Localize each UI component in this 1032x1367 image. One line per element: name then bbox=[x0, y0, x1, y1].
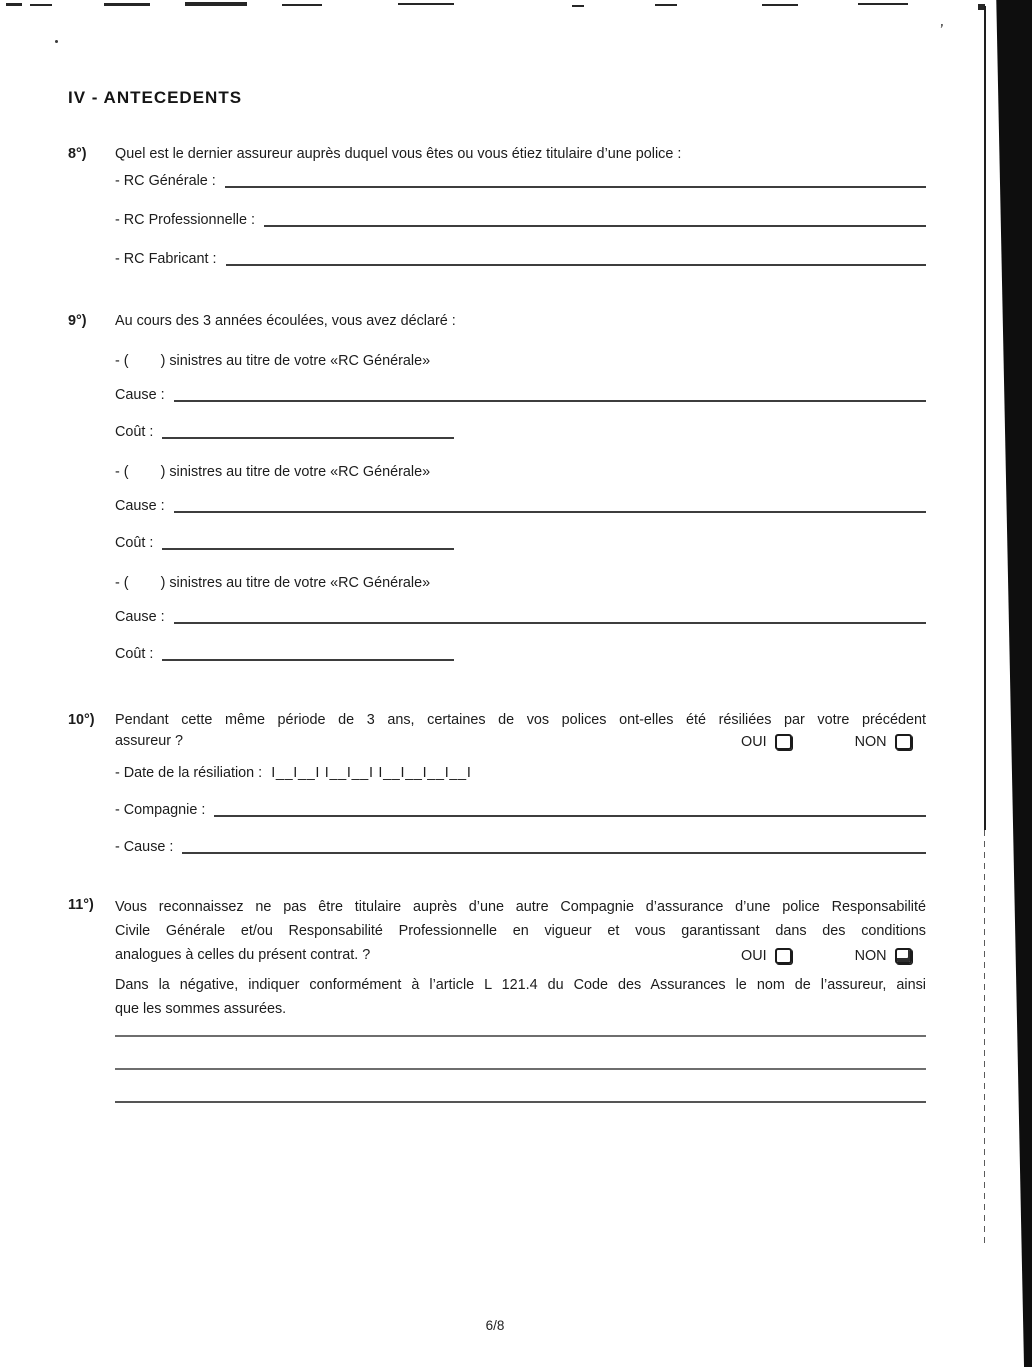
non-option bbox=[855, 732, 912, 753]
date-resiliation-label: - Date de la résiliation : bbox=[115, 765, 263, 781]
question-11-text-line-2: Civile Générale et/ou Responsabilité Professionnelle en vigueur et vous garantissant dans des conditions bbox=[115, 923, 926, 939]
scan-artifact-dash bbox=[6, 3, 22, 6]
rc-fabricant-input-line[interactable] bbox=[226, 264, 926, 266]
form-content bbox=[68, 88, 926, 1103]
scan-artifact-dash bbox=[858, 3, 908, 5]
rc-generale-input-line[interactable] bbox=[225, 186, 926, 188]
rc-generale-label: - RC Générale : bbox=[115, 173, 216, 189]
rc-professionnelle-label: - RC Professionnelle : bbox=[115, 212, 255, 228]
question-11-text-line-1: Vous reconnaissez ne pas être titulaire auprès d’une autre Compagnie d’assurance d’une police Responsabilité bbox=[115, 899, 926, 915]
q10-non-checkbox[interactable] bbox=[895, 734, 912, 750]
oui-option bbox=[741, 944, 792, 968]
claim-2-sinistres-line[interactable]: - ( ) sinistres au titre de votre «RC Générale» bbox=[115, 464, 431, 480]
cout-label: Coût : bbox=[115, 535, 154, 551]
claim-2-cause-input-line[interactable] bbox=[174, 511, 926, 513]
section-title: IV - ANTECEDENTS bbox=[68, 88, 243, 107]
page-number: 6/8 bbox=[485, 1318, 505, 1333]
non-label: NON bbox=[854, 734, 887, 750]
answer-area bbox=[115, 1021, 926, 1103]
question-8 bbox=[68, 144, 926, 269]
scan-artifact-dash bbox=[398, 3, 454, 5]
question-11-text-line-3 bbox=[115, 943, 926, 967]
question-10-text-line-2 bbox=[115, 731, 926, 752]
note-line-2: que les sommes assurées. bbox=[115, 1001, 287, 1017]
claim-1-cost bbox=[115, 405, 926, 442]
date-resiliation-boxes[interactable]: I__I__I I__I__I I__I__I__I__I bbox=[271, 765, 472, 781]
question-8-number: 8°) bbox=[68, 146, 87, 162]
claim-block-1 bbox=[115, 351, 926, 442]
claim-3-sinistres-line[interactable]: - ( ) sinistres au titre de votre «RC Générale» bbox=[115, 575, 431, 591]
claim-2-cost bbox=[115, 516, 926, 553]
question-11-note bbox=[115, 973, 926, 1021]
answer-input-line-2[interactable] bbox=[115, 1037, 926, 1070]
claim-1-sinistres-line[interactable]: - ( ) sinistres au titre de votre «RC Générale» bbox=[115, 353, 431, 369]
claim-3-cause-input-line[interactable] bbox=[174, 622, 926, 624]
non-option bbox=[855, 944, 912, 968]
field-compagnie bbox=[115, 783, 926, 820]
scan-artifact-dash bbox=[762, 4, 798, 6]
field-rc-professionnelle bbox=[115, 191, 926, 230]
field-rc-fabricant bbox=[115, 230, 926, 269]
claim-1-cost-input-line[interactable] bbox=[162, 437, 454, 439]
note-line-1: Dans la négative, indiquer conformément à l’article L 121.4 du Code des Assurances le nom de l’assureur, ainsi bbox=[115, 977, 926, 993]
claim-3-cost-input-line[interactable] bbox=[162, 659, 454, 661]
answer-input-line-1[interactable] bbox=[115, 1021, 926, 1037]
scan-artifact-dash bbox=[655, 4, 677, 6]
cause-label: Cause : bbox=[115, 609, 165, 625]
scan-artifact-dot bbox=[55, 40, 58, 43]
cause-resiliation-label: - Cause : bbox=[115, 839, 174, 855]
claim-block-3 bbox=[115, 573, 926, 664]
claim-1-cause-input-line[interactable] bbox=[174, 400, 926, 402]
claim-2-cause bbox=[115, 482, 926, 516]
scan-artifact-dash bbox=[30, 4, 52, 6]
scan-artifact-dash bbox=[572, 5, 584, 7]
question-11 bbox=[68, 895, 926, 1103]
question-10-text-end: assureur ? bbox=[115, 733, 183, 749]
oui-label: OUI bbox=[741, 734, 767, 750]
rc-fabricant-label: - RC Fabricant : bbox=[115, 251, 217, 267]
oui-option bbox=[741, 732, 792, 753]
compagnie-label: - Compagnie : bbox=[115, 802, 206, 818]
question-8-text: Quel est le dernier assureur auprès duquel vous êtes ou vous étiez titulaire d’une police : bbox=[115, 146, 682, 162]
answer-input-line-3[interactable] bbox=[115, 1070, 926, 1103]
q10-oui-checkbox[interactable] bbox=[775, 734, 792, 750]
question-10 bbox=[68, 710, 926, 857]
question-11-yes-no bbox=[741, 944, 912, 968]
cout-label: Coût : bbox=[115, 646, 154, 662]
question-10-number: 10°) bbox=[68, 712, 95, 728]
question-11-number: 11°) bbox=[68, 897, 94, 913]
scan-artifact-vertical-line bbox=[984, 6, 986, 830]
cause-label: Cause : bbox=[115, 387, 165, 403]
scan-artifact-dash bbox=[282, 4, 322, 6]
scan-artifact-dash bbox=[104, 3, 150, 6]
claim-block-2 bbox=[115, 462, 926, 553]
claim-3-cause bbox=[115, 593, 926, 627]
cout-label: Coût : bbox=[115, 424, 154, 440]
cause-label: Cause : bbox=[115, 498, 165, 514]
question-9-text: Au cours des 3 années écoulées, vous avez déclaré : bbox=[115, 313, 456, 329]
field-cause-resiliation bbox=[115, 820, 926, 857]
question-9 bbox=[68, 311, 926, 664]
scan-artifact-right-edge bbox=[994, 0, 1032, 1367]
q11-non-checkbox[interactable] bbox=[895, 948, 912, 964]
scan-artifact-dash bbox=[185, 2, 247, 6]
question-10-text-line-1: Pendant cette même période de 3 ans, certaines de vos polices ont-elles été résiliées par votre précédent bbox=[115, 712, 926, 728]
claim-1-cause bbox=[115, 371, 926, 405]
question-11-text-end: analogues à celles du présent contrat. ? bbox=[115, 947, 371, 963]
question-10-yes-no bbox=[741, 732, 912, 753]
question-9-number: 9°) bbox=[68, 313, 87, 329]
oui-label: OUI bbox=[741, 948, 767, 964]
compagnie-input-line[interactable] bbox=[214, 815, 926, 817]
claim-2-cost-input-line[interactable] bbox=[162, 548, 454, 550]
scan-artifact-apostrophe: ’ bbox=[937, 21, 945, 40]
claim-3-cost bbox=[115, 627, 926, 664]
non-label: NON bbox=[854, 948, 887, 964]
cause-resiliation-input-line[interactable] bbox=[182, 852, 926, 854]
scan-artifact-vertical-line-faded bbox=[984, 830, 985, 1244]
rc-professionnelle-input-line[interactable] bbox=[264, 225, 926, 227]
q11-oui-checkbox[interactable] bbox=[775, 948, 792, 964]
